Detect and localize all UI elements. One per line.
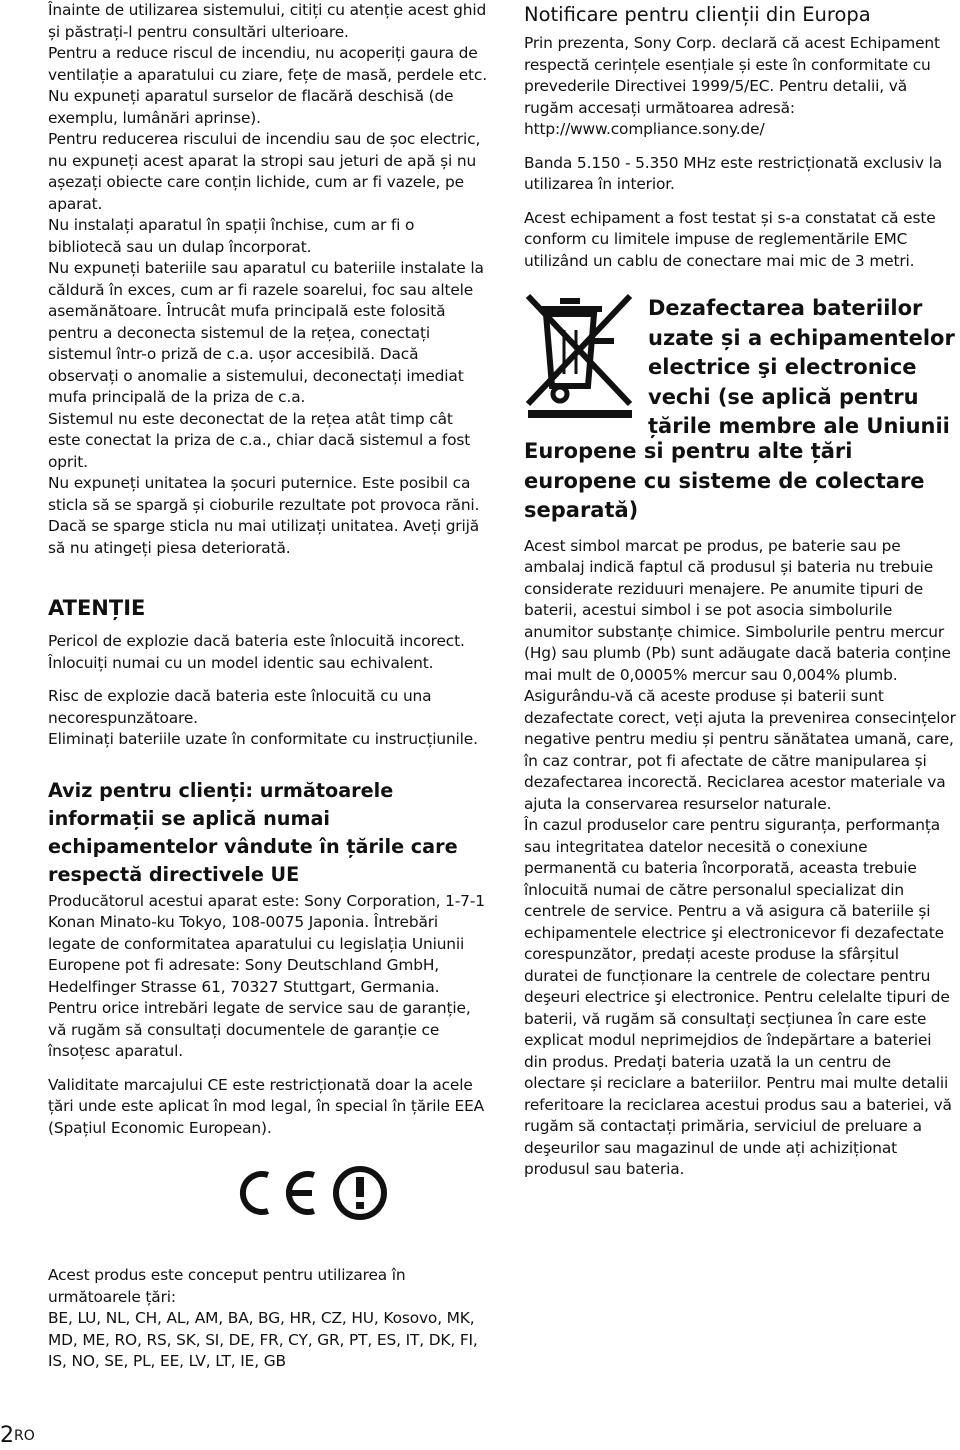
left-column (48, 0, 488, 1373)
language-code: RO (14, 1428, 35, 1444)
intro-paragraph: Nu instalați aparatul în spații închise, cum ar fi o bibliotecă sau un dulap încorporat. (48, 216, 415, 256)
band-restriction-paragraph: Banda 5.150 - 5.350 MHz este restricționată exclusiv la utilizarea în interior. (524, 153, 943, 193)
page-number-value: 2 (0, 1423, 14, 1448)
compliance-link[interactable]: http://www.compliance.sony.de/ (524, 120, 765, 138)
weee-heading-part: Dezafectarea bateriilor uzate și a echipamentelor electrice şi electronice vechi (se aplică pentru țările membre ale Uniunii (648, 296, 955, 438)
certification-marks (203, 1163, 413, 1223)
eu-notification-heading: Notificare pentru clienții din Europa (524, 3, 871, 26)
weee-block (524, 292, 956, 438)
right-column (524, 0, 956, 1181)
attention-paragraph: Eliminați bateriile uzate în conformitate cu instrucțiunile. (48, 730, 478, 748)
page-number (0, 1423, 35, 1449)
alert-mark-icon (330, 1163, 390, 1223)
crossed-bin-icon (524, 292, 636, 418)
intro-paragraph: Înainte de utilizarea sistemului, citiți cu atenție acest ghid și păstrați-l pentru consultări ulterioare. (48, 1, 487, 41)
attention-paragraph: Risc de explozie dacă bateria este înlocuită cu una necorespunzătoare. (48, 687, 432, 727)
attention-paragraph: Pericol de explozie dacă bateria este înlocuită incorect. Înlocuiți numai cu un model identic sau echivalent. (48, 632, 465, 672)
manufacturer-paragraph: Producătorul acestui aparat este: Sony Corporation, 1-7-1 Konan Minato-ku Tokyo, 108-0075 Japonia. Întrebări legate de conformitatea aparatului cu legislația Uniunii Europene pot fi adresate: Sony Deutschland GmbH, Hedelfinger Strasse 61, 70327 Stuttgart, Germania. Pentru orice intrebări legate de service sau de garanție, vă rugăm să consultați documentele de garanție ce însoțesc aparatul. (48, 891, 485, 1060)
intro-paragraph: Nu expuneți unitatea la șocuri puternice. Este posibil ca sticla să se spargă și cioburile rezultate pot provoca răni. Dacă se sparge sticla nu mai utilizați unitatea. Aveți grijă să nu atingeți piesa deteriorată. (48, 474, 480, 557)
intro-paragraph: Nu expuneți bateriile sau aparatul cu bateriile instalate la căldură în exces, cum ar fi razele soarelui, foc sau altele asemănătoare. Întrucât mufa principală este folosită pentru a deconecta sistemul de la rețea, conectați sistemul într-o priză de c.a. ușor accesibilă. Dacă observați o anomalie a sistemului, deconectați imediat mufa principală de la priza de c.a. (48, 259, 484, 406)
attention-heading: ATENȚIE (48, 596, 146, 620)
weee-paragraph: În cazul produselor care pentru siguranța, performanța sau integritatea datelor necesită o conexiune permanentă cu bateria încorporată, aceasta trebuie înlocuită numai de către personalul specializat din centrele de service. Pentru a vă asigura că bateriile și echipamentele electrice şi electronicevor fi dezafectate corespunzător, predați aceste produse la sfârșitul duratei de funcționare la centrele de colectare pentru deşeuri electrice şi electronice. Pentru celelalte tipuri de baterii, vă rugăm să consultați secțiunea în care este explicat modul neprimejdios de îndepărtare a bateriei din produs. Predați bateria uzată la un centru de olectare și reciclare a bateriilor. Pentru mai multe detalii referitoare la reciclarea acestui produs sau a bateriei, vă rugăm să contactați primăria, serviciul de preluare a deşeurilor sau magazinul de unde ați achiziționat produsul sau bateria. (524, 816, 952, 1178)
ce-validity-paragraph: Validitate marcajului CE este restricționată doar la acele țări unde este aplicat în mod legal, în special în țările EEA (Spațiul Economic European). (48, 1075, 485, 1137)
intro-paragraph: Pentru reducerea riscului de incendiu sau de șoc electric, nu expuneți acest aparat la stropi sau jeturi de apă și nu așezați obiecte care conțin lichide, cum ar fi vazele, pe aparat. (48, 130, 481, 213)
intro-paragraph: Sistemul nu este deconectat de la rețea atât timp cât este conectat la priza de c.a., chiar dacă sistemul a fost oprit. (48, 409, 471, 471)
ce-mark-icon (226, 1163, 322, 1223)
countries-list: BE, LU, NL, CH, AL, AM, BA, BG, HR, CZ, HU, Kosovo, MK, MD, ME, RO, RS, SK, SI, DE, FR, CY, GR, PT, ES, IT, DK, FI, IS, NO, SE, PL, EE, LV, LT, IE, GB (48, 1309, 478, 1370)
weee-paragraph: Acest simbol marcat pe produs, pe baterie sau pe ambalaj indică faptul că produsul și bateria nu trebuie considerate reziduuri menajere. Pe anumite tipuri de baterii, acestui simbol i se pot asocia simbolurile anumitor substanțe chimice. Simbolurile pentru mercur (Hg) sau plumb (Pb) sunt adăugate dacă bateria conține mai mult de 0,0005% mercur sau 0,004% plumb. Asigurându-vă că aceste produse și baterii sunt dezafectate corect, veți ajuta la prevenirea consecințelor negative pentru mediu și pentru sănătatea umană, care, în caz contrar, pot fi afectate de către manipularea și dezafectarea incorectă. Reciclarea acestor materiale va ajuta la conservarea resurselor naturale. (524, 536, 956, 813)
countries-intro: Acest produs este conceput pentru utilizarea în următoarele țări: (48, 1266, 406, 1306)
emc-paragraph: Acest echipament a fost testat și s-a constatat că este conform cu limitele impuse de reglementările EMC utilizând un cablu de conectare mai mic de 3 metri. (524, 208, 936, 270)
weee-heading-rest: Europene si pentru alte țări europene cu sisteme de colectare separată) (524, 439, 925, 522)
eu-notice-heading: Aviz pentru clienți: următoarele informații se aplică numai echipamentelor vândute în țările care respectă directivele UE (48, 778, 458, 886)
declaration-paragraph: Prin prezenta, Sony Corp. declară că acest Echipament respectă cerințele esențiale și este în conformitate cu prevederile Directivei 1999/5/EC. Pentru detalii, vă rugăm accesați următoarea adresă: (524, 34, 940, 117)
intro-paragraph: Pentru a reduce riscul de incendiu, nu acoperiți gaura de ventilație a aparatului cu ziare, fețe de masă, perdele etc. Nu expuneți aparatul surselor de flacără deschisă (de exemplu, lumânări aprinse). (48, 44, 487, 127)
